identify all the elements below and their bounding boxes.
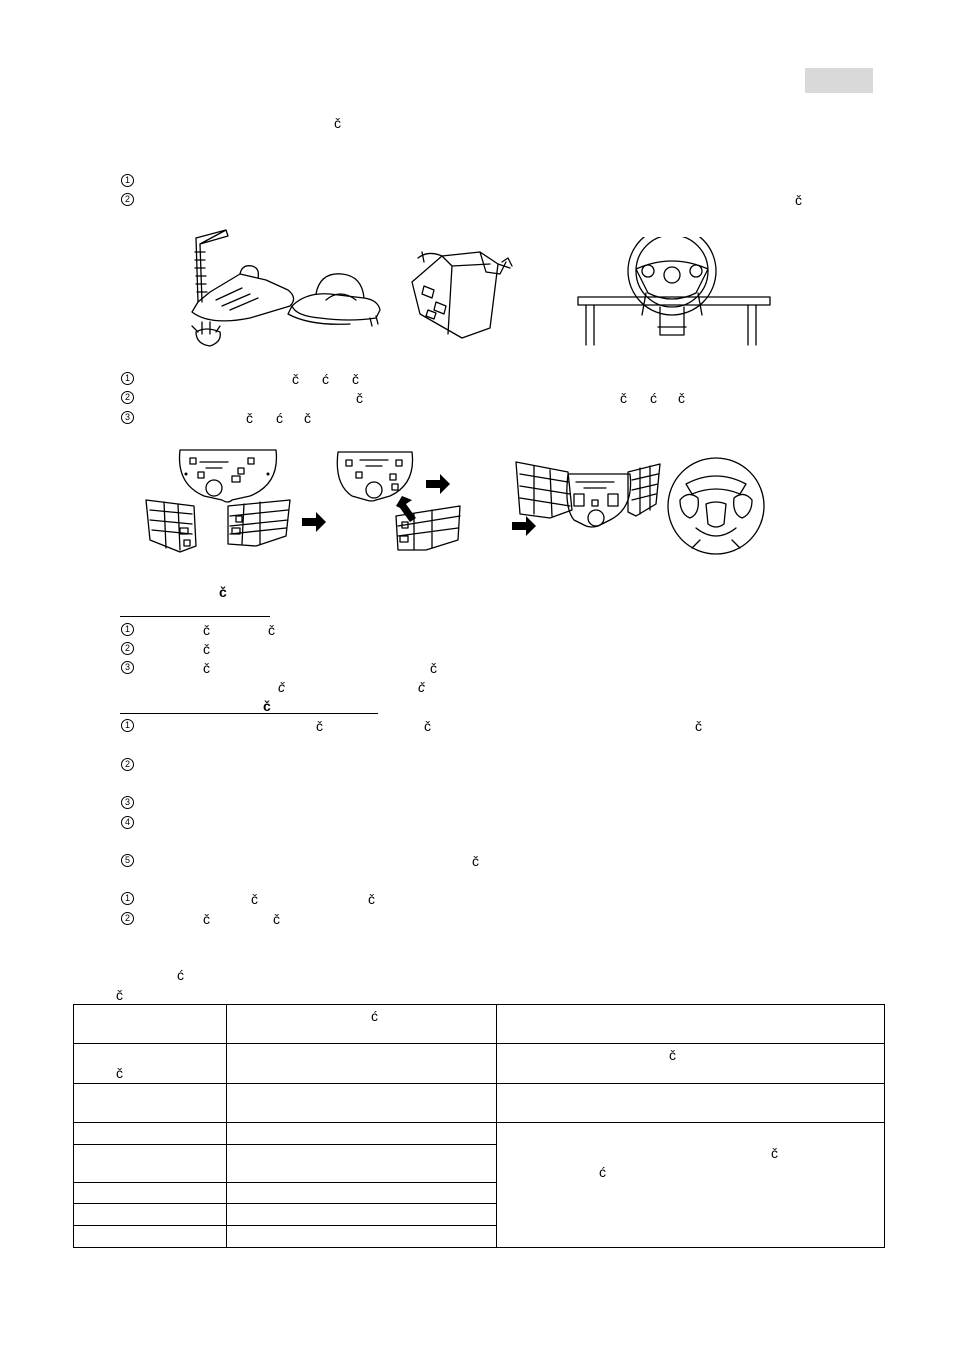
- step-glyph: č: [268, 622, 275, 638]
- table-row: [74, 1123, 885, 1144]
- table-row: [74, 1084, 885, 1123]
- step-glyph: č: [304, 410, 311, 426]
- step-glyph: č: [251, 891, 258, 907]
- table-cell: [74, 1123, 227, 1144]
- table-cell-merged: [497, 1123, 885, 1248]
- step-marker-4: 4: [121, 816, 134, 829]
- step-marker-3: 3: [121, 661, 134, 674]
- step-glyph: č: [316, 718, 323, 734]
- step-glyph: č: [203, 911, 210, 927]
- step-marker-3: 3: [121, 796, 134, 809]
- step-marker-2: 2: [121, 758, 134, 771]
- wing-attachment-illustration: [140, 444, 766, 584]
- cell-glyph: ć: [371, 1008, 378, 1024]
- section-heading-glyph: č: [263, 698, 271, 714]
- step-marker-2: 2: [121, 642, 134, 655]
- troubleshooting-table: [73, 1004, 885, 1248]
- step-glyph: č: [292, 371, 299, 387]
- step-glyph: č: [368, 891, 375, 907]
- table-cell: [74, 1005, 227, 1044]
- step-glyph: č: [795, 192, 802, 208]
- table-cell: [74, 1203, 227, 1225]
- step-glyph: č: [472, 853, 479, 869]
- step-marker-2: 2: [121, 193, 134, 206]
- step-glyph: č: [430, 660, 437, 676]
- intro-glyph: č: [334, 115, 341, 131]
- table-cell: [227, 1044, 497, 1084]
- step-marker-1: 1: [121, 719, 134, 732]
- cell-glyph: č: [771, 1145, 778, 1162]
- table-cell: [227, 1005, 497, 1044]
- language-tab: [805, 68, 873, 93]
- step-marker-1: 1: [121, 892, 134, 905]
- step-glyph: č: [203, 641, 210, 657]
- table-cell: [497, 1005, 885, 1044]
- step-glyph: č: [424, 718, 431, 734]
- step-glyph: ć: [322, 371, 329, 387]
- table-cell: [497, 1044, 885, 1084]
- table-row: [74, 1044, 885, 1084]
- section-underline: [120, 713, 378, 714]
- wheel-on-desk-illustration: [576, 237, 772, 347]
- table-cell: [497, 1084, 885, 1123]
- table-cell: [227, 1123, 497, 1144]
- table-cell: [74, 1144, 227, 1182]
- step-glyph: č: [418, 679, 425, 695]
- step-glyph: č: [278, 679, 285, 695]
- step-glyph: č: [203, 660, 210, 676]
- step-marker-3: 3: [121, 411, 134, 424]
- step-glyph: č: [203, 622, 210, 638]
- table-cell: [227, 1225, 497, 1247]
- step-marker-2: 2: [121, 912, 134, 925]
- step-glyph: č: [246, 410, 253, 426]
- step-marker-1: 1: [121, 372, 134, 385]
- table-cell: [74, 1182, 227, 1203]
- step-glyph: ć: [276, 410, 283, 426]
- step-glyph: č: [695, 718, 702, 734]
- table-cell: [74, 1044, 227, 1084]
- table-cell: [227, 1144, 497, 1182]
- step-glyph: ć: [650, 390, 657, 406]
- step-glyph: č: [352, 371, 359, 387]
- table-cell: [227, 1203, 497, 1225]
- cell-glyph: č: [669, 1047, 676, 1064]
- step-glyph: č: [678, 390, 685, 406]
- cell-glyph: ć: [599, 1164, 606, 1181]
- step-marker-1: 1: [121, 623, 134, 636]
- step-marker-5: 5: [121, 854, 134, 867]
- clamp-assembly-illustration: [180, 222, 530, 352]
- step-marker-2: 2: [121, 391, 134, 404]
- section-heading-glyph: č: [219, 584, 227, 600]
- step-glyph: č: [620, 390, 627, 406]
- step-glyph: č: [273, 911, 280, 927]
- table-cell: [227, 1182, 497, 1203]
- intro-glyph: ć: [177, 967, 184, 983]
- section-underline: [120, 616, 270, 617]
- table-row: [74, 1005, 885, 1044]
- step-glyph: č: [356, 390, 363, 406]
- step-marker-1: 1: [121, 174, 134, 187]
- intro-glyph: č: [116, 987, 123, 1003]
- table-cell: [74, 1084, 227, 1123]
- table-cell: [74, 1225, 227, 1247]
- cell-glyph: č: [116, 1065, 123, 1082]
- table-cell: [227, 1084, 497, 1123]
